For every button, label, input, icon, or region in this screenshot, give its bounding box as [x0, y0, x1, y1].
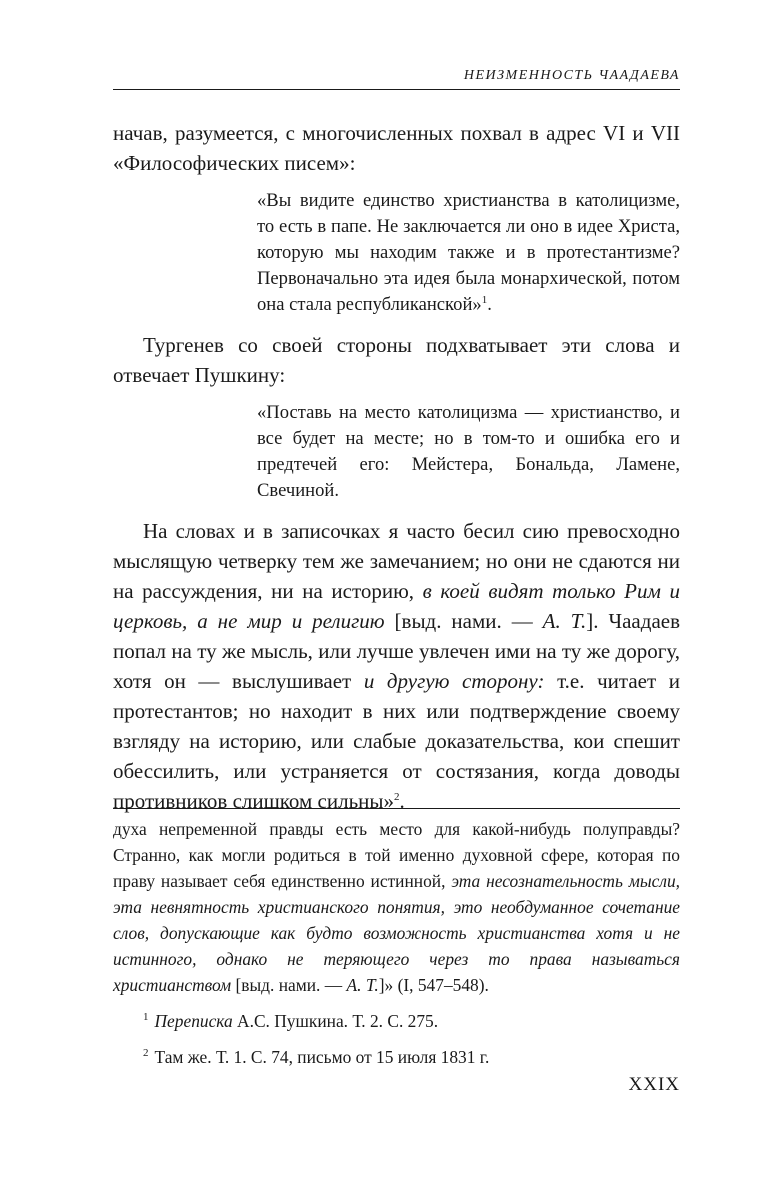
footnote-ref-2[interactable]: 2 [394, 791, 400, 803]
text-run: ]» (I, 547–548). [378, 975, 489, 995]
italic-emphasis: и другую сторону: [363, 669, 545, 693]
footnote-number: 1 [143, 1011, 149, 1024]
quote-text: «Вы видите единство христианства в католицизме, то есть в папе. Не заключается ли оно в идее Христа, которую мы находим также и в протестантизме? Первоначально эта идея была монархической, потом она стала республиканской» [257, 190, 680, 315]
footnote-1 [113, 1008, 680, 1034]
text-run: духа непременной правды есть место для какой-нибудь полуправды? Странно, как могли родиться в той именно духовной сфере, которая по праву называет себя единственно истинной, [113, 819, 680, 891]
quote-end: . [487, 294, 492, 315]
footnote-separator [113, 808, 680, 809]
text-run: . [399, 789, 405, 813]
footnote-continuation [113, 816, 680, 998]
block-quote-pushkin [257, 188, 680, 318]
italic-initials: А. Т. [346, 975, 379, 995]
running-header: НЕИЗМЕННОСТЬ ЧААДАЕВА [113, 68, 680, 90]
text-run: [выд. нами. — [231, 975, 347, 995]
text-run: [выд. нами. — [384, 609, 543, 633]
paragraph-turgenev: Тургенев со своей стороны подхватывает эти слова и отвечает Пушкину: [113, 333, 680, 387]
main-text [113, 118, 680, 816]
footnote-ref-1[interactable]: 1 [481, 293, 488, 306]
footnote-2 [113, 1044, 680, 1070]
footnotes [113, 816, 680, 1070]
paragraph-main [113, 516, 680, 816]
italic-emphasis: эта несознательность мысли, эта невнятность христианского понятия, это необдуманное сочетание слов, допускающие как будто возможность христианства хотя и не истинного, однако не теряющего через то права называться христианством [113, 871, 680, 995]
paragraph-intro: начав, разумеется, с многочисленных похвал в адрес VI и VII «Философических писем»: [113, 121, 680, 175]
text-run: На словах и в записочках я часто бесил сию превосходно мыслящую четверку тем же замечанием; но они не сдаются ни на рассуждения, ни на историю, [113, 519, 680, 603]
footnote-number: 2 [143, 1047, 149, 1060]
text-run: ]. Чаадаев попал на ту же мысль, или лучше увлечен ими на ту же дорогу, хотя он — выслушивает [113, 609, 680, 693]
footnote-source-title: Переписка [154, 1011, 233, 1031]
footnote-text: А.С. Пушкина. Т. 2. С. 275. [232, 1011, 439, 1031]
italic-emphasis: в коей видят только Рим и церковь, а не мир и религию [113, 579, 680, 633]
footnote-text: Там же. Т. 1. С. 74, письмо от 15 июля 1831 г. [154, 1047, 490, 1067]
text-run: т.е. читает и протестантов; но находит в них или подтверждение своему взгляду на историю, или слабые доказательства, кои спешит обессилить, или устраняется от состязания, когда доводы противников слишком сильны» [113, 669, 680, 813]
block-quote-turgenev: «Поставь на место католицизма — христианство, и все будет на месте; но в том-то и ошибка его и предтечей его: Мейстера, Бональда, Ламене, Свечиной. [257, 402, 680, 501]
italic-initials: А. Т. [542, 609, 587, 633]
page-number: XXIX [628, 1074, 680, 1095]
